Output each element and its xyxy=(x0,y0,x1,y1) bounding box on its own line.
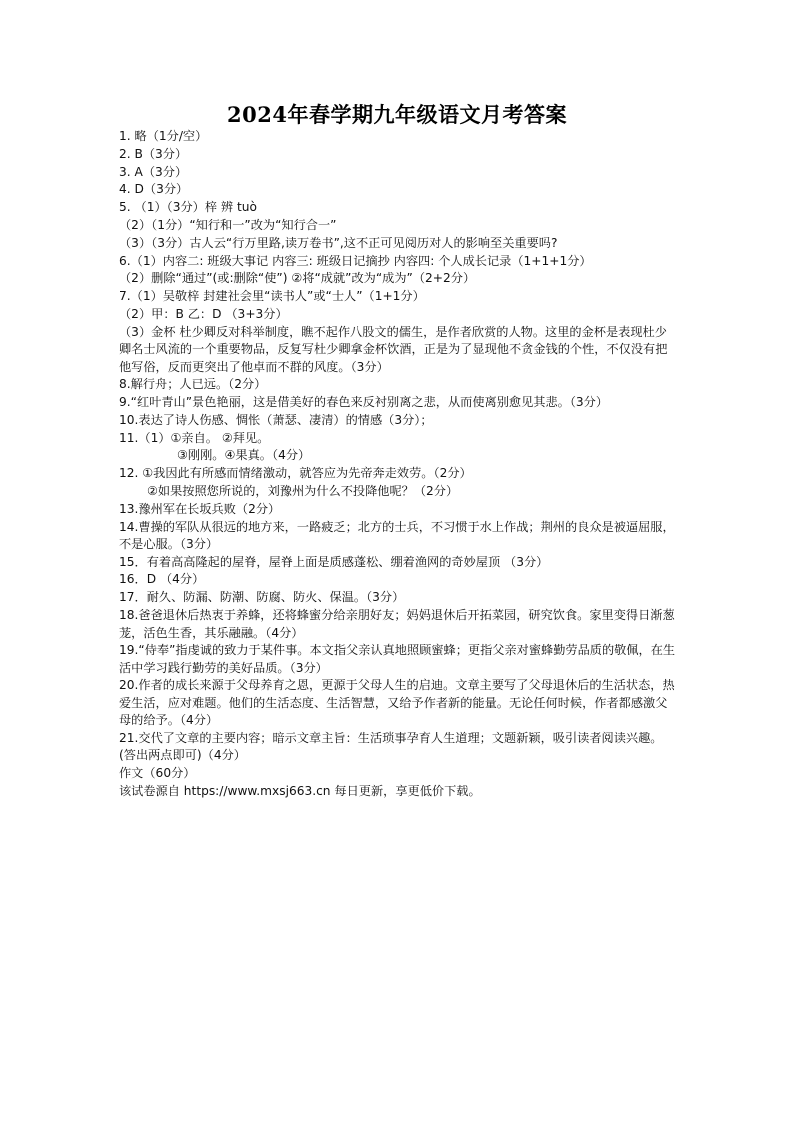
answer-4: 4. D（3分） xyxy=(119,182,189,197)
answer-14: 14.曹操的军队从很远的地方来，一路疲乏；北方的士兵，不习惯于水上作战；荆州的良众是被逼屈服，不是心服。（3分） xyxy=(119,519,675,552)
answer-11-part-1: 11.（1）①亲自。 ②拜见。 xyxy=(119,430,270,445)
answer-13: 13.豫州军在长坂兵败（2分） xyxy=(119,501,281,516)
answer-21: 21.交代了文章的主要内容；暗示文章主旨：生活琐事孕育人生道理；文题新颖，吸引读者阅读兴趣。(答出两点即可)（4分） xyxy=(119,730,663,763)
answer-15: 15．有着高高隆起的屋脊，屋脊上面是质感蓬松、绷着渔网的奇妙屋顶 （3分） xyxy=(119,554,549,569)
answer-12-part-2: ②如果按照您所说的，刘豫州为什么不投降他呢？（2分） xyxy=(147,484,459,499)
source-footer: 该试卷源自 https://www.mxsj663.cn 每日更新，享更低价下载。 xyxy=(119,784,481,799)
answer-7-part-1: 7.（1）吴敬梓 封建社会里“读书人”或“士人”（1+1分） xyxy=(119,289,425,304)
answer-11-part-2: ③刚刚。④果真。（4分） xyxy=(177,448,311,463)
answer-20: 20.作者的成长来源于父母养育之恩，更源于父母人生的启迪。文章主要写了父母退休后的生活状态，热爱生活，应对难题。他们的生活态度、生活智慧，又给予作者新的能量。无论任何时候，作者都感激父母的给予。（4分） xyxy=(119,678,675,728)
answer-list xyxy=(119,128,679,801)
answer-7-part-3: （3）金杯 杜少卿反对科举制度，瞧不起作八股文的儒生，是作者欣赏的人物。这里的金杯是表现杜少卿名士风流的一个重要物品，反复写杜少卿拿金杯饮酒，正是为了显现他不贪金钱的个性，不仅没有把他写俗，反而更突出了他卓而不群的风度。（3分） xyxy=(119,324,668,374)
answer-8: 8.解行舟；人已远。（2分） xyxy=(119,377,267,392)
answer-18: 18.爸爸退休后热衷于养蜂，还将蜂蜜分给亲朋好友；妈妈退休后开拓菜园，研究饮食。家里变得日渐葱茏，活色生香，其乐融融。（4分） xyxy=(119,608,675,640)
answer-12-part-1: 12. ①我因此有所感而情绪激动，就答应为先帝奔走效劳。（2分） xyxy=(119,466,472,481)
answer-16: 16．D （4分） xyxy=(119,572,205,587)
answer-5-part-3: （3）（3分）古人云“行万里路,读万卷书”,这不正可见阅历对人的影响至关重要吗? xyxy=(119,235,558,250)
answer-5-part-2: （2）（1分）“知行和一”改为“知行合一” xyxy=(119,217,337,232)
answer-2: 2. B（3分） xyxy=(119,146,188,161)
answer-17: 17．耐久、防漏、防潮、防腐、防火、保温。（3分） xyxy=(119,590,405,605)
answer-9: 9.“红叶青山”景色艳丽，这是借美好的春色来反衬别离之悲，从而使离别愈见其悲。（3分） xyxy=(119,395,609,410)
answer-6-part-1: 6.（1）内容二: 班级大事记 内容三: 班级日记摘抄 内容四: 个人成长记录（1+1+1分） xyxy=(119,253,592,268)
answer-3: 3. A（3分） xyxy=(119,164,188,179)
answer-6-part-2: （2）删除“通过”(或:删除“使”) ②将“成就”改为“成为”（2+2分） xyxy=(119,271,476,286)
composition-score: 作文（60分） xyxy=(119,765,196,780)
answer-1: 1. 略（1分/空） xyxy=(119,129,208,143)
answer-7-part-2: （2）甲：B 乙：D （3+3分） xyxy=(119,306,288,321)
answer-5-part-1: 5. （1）（3分）梓 辨 tuò xyxy=(119,200,257,215)
page-title: 2024年春学期九年级语文月考答案 xyxy=(227,102,567,127)
answer-10: 10.表达了诗人伤感、惆怅（萧瑟、凄清）的情感（3分）； xyxy=(119,412,433,427)
answer-19: 19.“侍奉”指虔诚的致力于某件事。本文指父亲认真地照顾蜜蜂；更指父亲对蜜蜂勤劳品质的敬佩，在生活中学习践行勤劳的美好品质。（3分） xyxy=(119,643,676,675)
